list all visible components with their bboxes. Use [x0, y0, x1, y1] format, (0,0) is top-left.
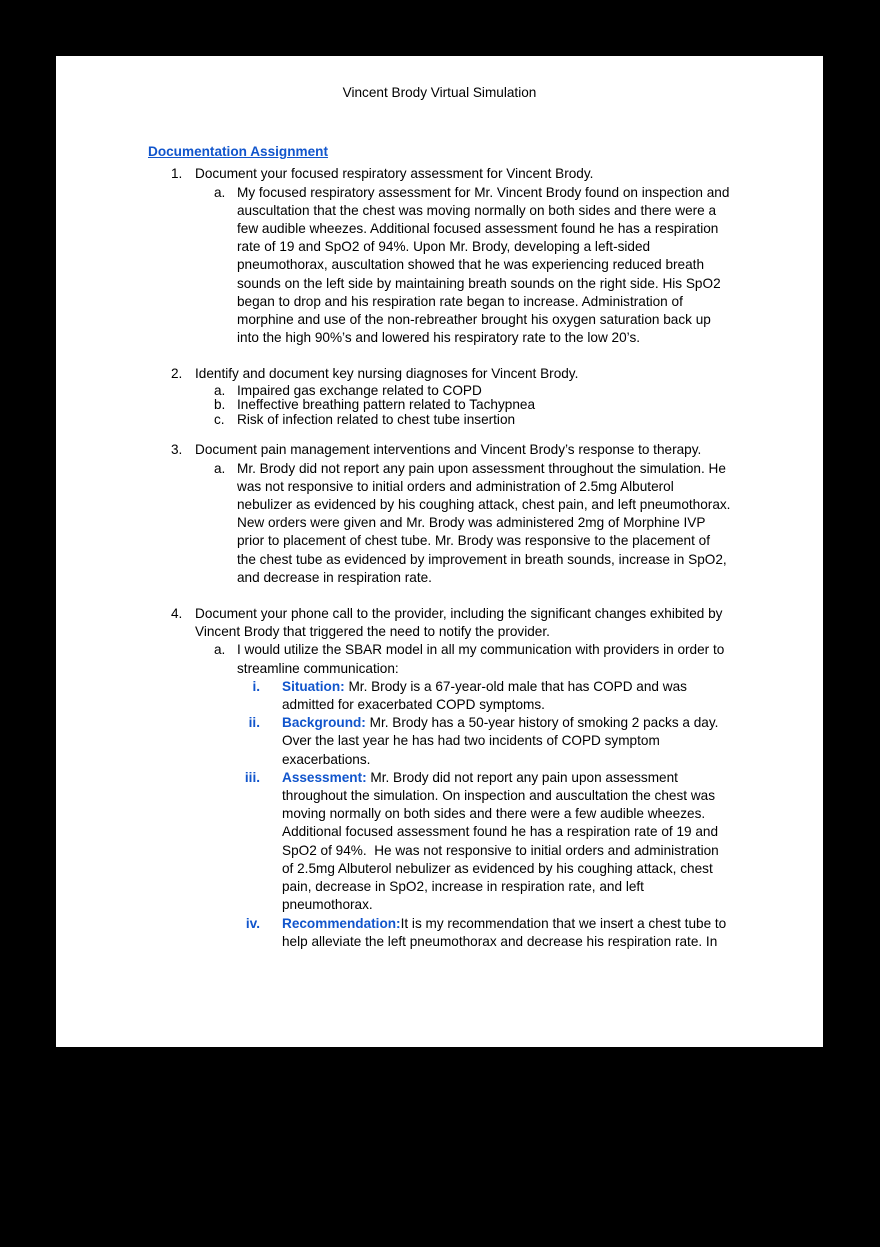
sbar-numeral-marker: i.	[252, 678, 260, 694]
sbar-item-background	[148, 714, 731, 769]
list-number-marker: 1.	[171, 166, 183, 182]
sub-item-text: Mr. Brody did not report any pain upon assessment throughout the simulation. He was not responsive to initial orders and administration of 2.5mg Albuterol nebulizer as evidenced by his coughing attack, chest pain, and left pneumothorax. New orders were given and Mr. Brody was administered 2mg of Morphine IVP prior to placement of chest tube. Mr. Brody was responsive to the placement of the chest tube as evidenced by improvement in breath sounds, increase in SpO2, and decrease in respiration rate.	[237, 460, 735, 585]
list-item-2	[148, 365, 731, 383]
document-page	[56, 56, 823, 1047]
sbar-label: Assessment:	[282, 769, 367, 785]
sbar-item-recommendation	[148, 915, 731, 951]
sbar-numeral-marker: iv.	[245, 915, 260, 931]
document-heading-link[interactable]: Documentation Assignment	[148, 144, 329, 160]
sub-item-a	[148, 184, 734, 348]
list-number-marker: 3.	[171, 442, 183, 458]
sub-item-a	[148, 384, 731, 399]
list-item-text: Document pain management interventions and Vincent Brody’s response to therapy.	[195, 442, 702, 458]
sub-item-c	[148, 413, 731, 428]
sub-item-text: Impaired gas exchange related to COPD	[237, 382, 482, 398]
sub-item-b	[148, 398, 731, 413]
section-spacer	[148, 427, 731, 441]
sub-item-text: My focused respiratory assessment for Mr. Vincent Brody found on inspection and auscultation that the chest was moving normally on both sides and there were a few audible wheezes. Additional focused assessment found he has a respiration rate of 19 and SpO2 of 94%. Upon Mr. Brody, developing a left-sided pneumothorax, auscultation showed that he was experiencing reduced breath sounds on the left side by maintaining breath sounds on the right side. His SpO2 began to drop and his respiration rate began to increase. Administration of morphine and use of the non-rebreather brought his oxygen saturation back up into the high 90%’s and lowered his respiratory rate to the low 20’s.	[237, 184, 734, 346]
sbar-numeral-marker: iii.	[244, 769, 260, 785]
sub-letter-marker: b.	[214, 397, 226, 413]
sub-letter-marker: a.	[214, 184, 226, 200]
sub-item-a	[148, 641, 731, 677]
sub-item-text: Risk of infection related to chest tube insertion	[237, 411, 516, 427]
document-body	[148, 165, 735, 951]
sbar-text: Mr. Brody has a 50-year history of smoking 2 packs a day. Over the last year he has had two incidents of COPD symptom exacerbations.	[282, 715, 723, 767]
list-item-3	[148, 441, 731, 459]
list-item-1	[148, 165, 731, 183]
list-item-text: Document your focused respiratory assessment for Vincent Brody.	[195, 166, 594, 182]
sub-letter-marker: a.	[214, 642, 226, 658]
sbar-text: Mr. Brody is a 67-year-old male that has COPD and was admitted for exacerbated COPD symptoms.	[282, 678, 691, 713]
sbar-numeral-marker: ii.	[248, 715, 260, 731]
sbar-label: Background:	[282, 715, 366, 731]
sub-letter-marker: a.	[214, 382, 226, 398]
list-number-marker: 4.	[171, 606, 183, 622]
sub-letter-marker: c.	[214, 411, 225, 427]
section-spacer	[148, 587, 731, 605]
list-item-text: Document your phone call to the provider, including the significant changes exhibited by Vincent Brody that triggered the need to notify the provider.	[195, 606, 727, 640]
sub-item-text: Ineffective breathing pattern related to Tachypnea	[237, 397, 536, 413]
sub-item-text: I would utilize the SBAR model in all my communication with providers in order to streamline communication:	[237, 642, 729, 676]
sbar-label: Recommendation:	[282, 915, 401, 931]
sbar-label: Situation:	[282, 678, 345, 694]
sub-item-a	[148, 460, 735, 587]
list-number-marker: 2.	[171, 366, 183, 382]
document-title: Vincent Brody Virtual Simulation	[342, 85, 537, 100]
sbar-text: It is my recommendation that we insert a chest tube to help alleviate the left pneumothorax and decrease his respiration rate. In	[282, 915, 731, 949]
sbar-text: Mr. Brody did not report any pain upon assessment throughout the simulation. On inspection and auscultation the chest was moving normally on both sides and there were a few audible wheezes. Additional focused assessment found he has a respiration rate of 19 and SpO2 of 94%. He was not responsive to initial orders and administration of 2.5mg Albuterol nebulizer as evidenced by his coughing attack, chest pain, decrease in SpO2, increase in respiration rate, and left pneumothorax.	[282, 769, 723, 913]
list-item-4	[148, 605, 731, 641]
section-spacer	[148, 347, 731, 365]
sbar-item-assessment	[148, 769, 731, 915]
sub-letter-marker: a.	[214, 460, 226, 476]
list-item-text: Identify and document key nursing diagnoses for Vincent Brody.	[195, 366, 579, 382]
sbar-item-situation	[148, 678, 731, 714]
